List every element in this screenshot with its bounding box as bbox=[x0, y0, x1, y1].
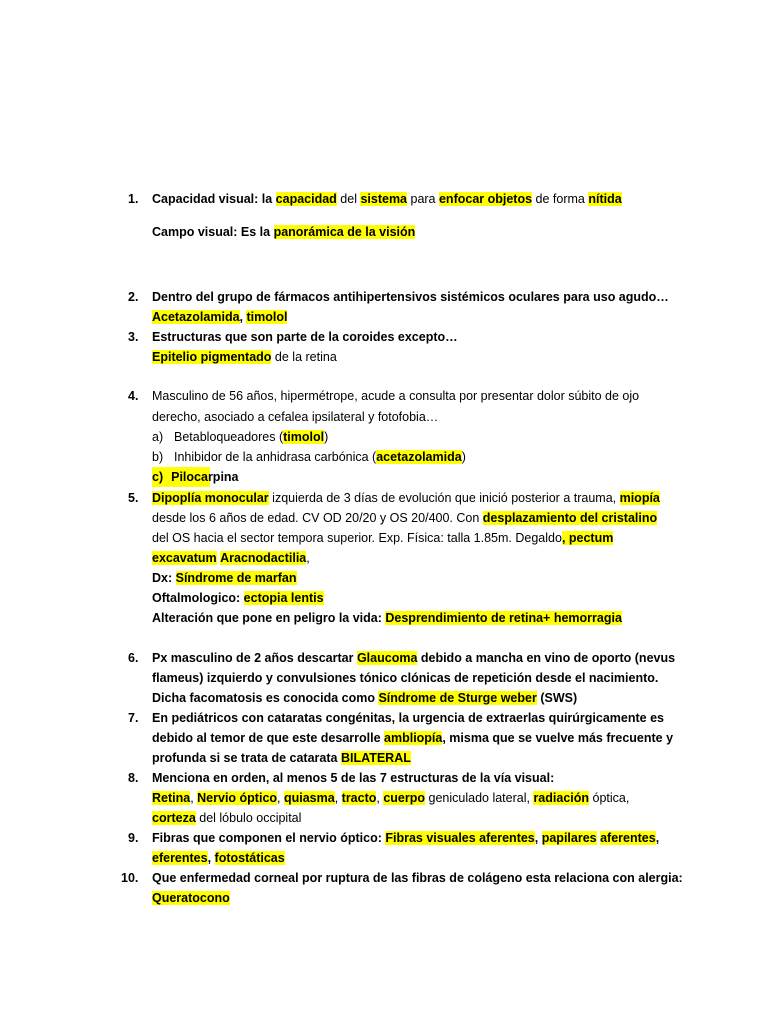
highlight: nítida bbox=[588, 192, 622, 206]
document-page: 1. Capacidad visual: la capacidad del sistema para enfocar objetos de forma nítida Campo visual: Es la panorámica de la visión 2. Dentro del grupo de fármacos antihipertensivos sistémicos oculares para uso agudo… Acetazolamida, timolol 3. Estructuras que son parte de la coroides excepto… Epitelio pigmentado de la retina 4. Masculino de 56 años, hipermétrope, acude a consulta por presentar dolor súbito de ojo derecho, asociado a cefalea ipsilateral y fotofobia… a) Betabloqueadores (timolol) b) Inhibidor de la anhidrasa carbónica (acetazolamida) c) Pilocarpina 5. Dipoplía monocular izquierda de 3 días de evolución que inició posterior a trauma, miopía desde los 6 años de edad. CV OD 20/20 y OS 20/400. Con desplazamiento del cristalino del OS hacia el sector tempora superior. Exp. Física: talla 1.85m. Degaldo, pectum excavatum Aracnodactilia, Dx: Síndrome de marfan Oftalmologico: ectopia lentis Alteración que pone en peligro la vida: Desprendimiento de retina+ hemorragia 6. Px masculino de 2 años descartar Glaucoma debido a mancha en vino de oporto (nevus flameus) izquierdo y convulsiones tónico clónicas de repetición desde el nacimiento. Dicha facomatosis es conocida como Síndrome de Sturge weber (SWS) 7. En pediátricos con cataratas congénitas, la urgencia de extraerlas quirúrgicamente es debido al temor de que este desarrolle ambliopía, misma que se vuelve más frecuente y profunda si se trata de catarata BILATERAL 8. Menciona en orden, al menos 5 de las 7 estructuras de la vía visual: Retina, Nervio óptico, quiasma, tracto, cuerpo geniculado lateral, radiación óptica, corteza del lóbulo occipital 9. Fibras que componen el nervio óptico: Fibras visuales aferentes, papilares aferentes, eferentes, fotostáticas 10. Que enfermedad corneal por ruptura de las fibras de colágeno esta relaciona con alergia: Queratocono bbox=[0, 0, 768, 1024]
highlight: capacidad bbox=[275, 192, 337, 206]
highlight: enfocar objetos bbox=[438, 192, 533, 206]
highlight: panorámica de la visión bbox=[273, 225, 416, 239]
item-number: 1. bbox=[128, 192, 139, 206]
highlight: sistema bbox=[360, 192, 408, 206]
